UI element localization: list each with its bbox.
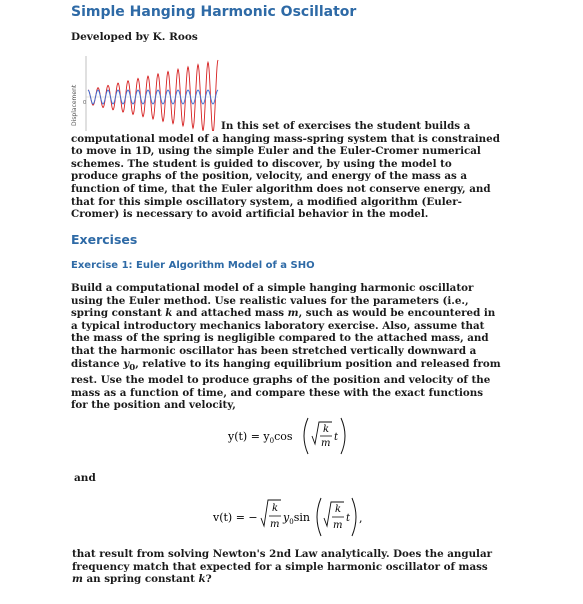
exercises-heading: Exercises bbox=[71, 232, 138, 247]
position-equation bbox=[220, 412, 360, 456]
velocity-equation bbox=[205, 492, 365, 538]
svg-text:,: , bbox=[359, 512, 363, 525]
svg-text:k: k bbox=[335, 504, 342, 515]
exercise1-heading: Exercise 1: Euler Algorithm Model of a SHO bbox=[71, 260, 315, 271]
intro-first-line: In this set of exercises the student builds a bbox=[221, 120, 471, 132]
intro-paragraph bbox=[71, 120, 501, 221]
svg-text:y(t) = y0cos: $y(t) = y_0\cos$ bbox=[228, 430, 293, 445]
closing-paragraph: that result from solving Newton's 2nd Law analytically. Does the angular frequency match that expected for a simple harmonic oscillator of mass m an spring constant k? bbox=[72, 548, 493, 586]
svg-text:k: k bbox=[272, 503, 279, 514]
intro-rest: computational model of a hanging mass-spring system that is constrained to move in 1D, using the simple Euler and the Euler-Cromer numerical schemes. The student is guided to discover, by using the model to produce graphs of the position, velocity, and energy of the mass as a function of time, that the Euler algorithm does not conserve energy, and that for this simple oscillatory system, a modified algorithm (Euler-Cromer) is necessary to avoid artificial behavior in the model. bbox=[71, 132, 500, 221]
thumbnail-ytick: 0 bbox=[83, 100, 87, 106]
and-text: and bbox=[74, 472, 96, 484]
page-title: Simple Hanging Harmonic Oscillator bbox=[71, 4, 357, 20]
svg-text:m: m bbox=[270, 519, 280, 530]
thumbnail-ylabel: Displacement bbox=[71, 84, 78, 126]
svg-text:m: m bbox=[321, 438, 331, 449]
svg-text:v(t) = −: v(t) = − bbox=[213, 511, 258, 524]
svg-text:m: m bbox=[333, 520, 343, 531]
svg-text:t: t bbox=[334, 432, 339, 443]
exercise1-paragraph: Build a computational model of a simple hanging harmonic oscillator using the Euler method. Use realistic values for the parameters (i.e., spring constant k and attached mass m, such as would be encountered in a typical introductory mechanics laboratory exercise. Also, assume that the mass of the spring is negligible compared to the attached mass, and that the harmonic oscillator has been stretched vertically downward a distance $y_0$, relative to its hanging equilibrium position and released from rest. Use the model to produce graphs of the position and velocity of the mass as a function of time, and compare these with the exact functions for the position and velocity, bbox=[71, 282, 501, 412]
svg-text:t: t bbox=[346, 513, 351, 524]
svg-text:y0sin: $y_0\sin$ bbox=[283, 511, 310, 526]
author-byline: Developed by K. Roos bbox=[71, 31, 198, 43]
svg-text:k: k bbox=[323, 424, 330, 435]
